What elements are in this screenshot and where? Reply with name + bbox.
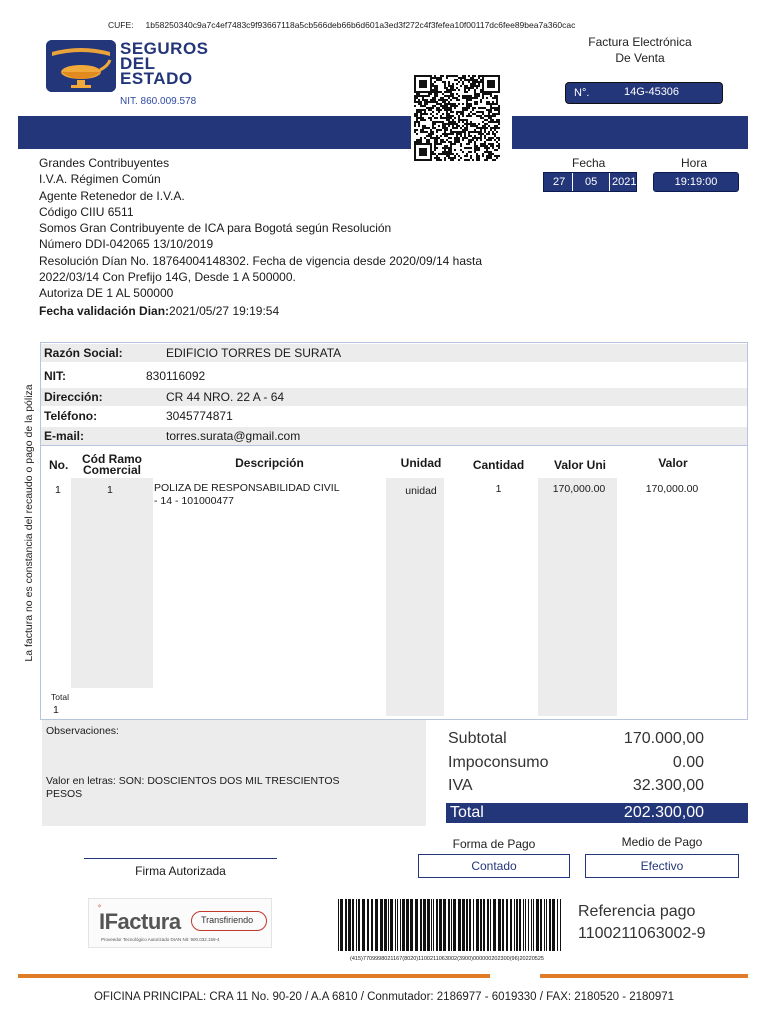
total-label: Total <box>450 804 484 821</box>
time-label: Hora <box>681 156 708 170</box>
company-nit: NIT. 860.009.578 <box>120 96 197 107</box>
client-row-direccion: Dirección: CR 44 NRO. 22 A - 64 <box>41 388 747 406</box>
issuer-info: Grandes Contribuyentes I.V.A. Régimen Común Agente Retenedor de I.V.A. Código CIIU 6511 Somos Gran Contribuyente de ICA para Bogotá según Resolución Número DDI-042065 13/10/2019 Resolución Dían No. 18764004148302. Fecha de vigencia desde 2020/09/14 hasta 2022/03/14 Con Prefijo 14G, Desde 1 A 500000. Autoriza DE 1 AL 500000 Fecha validación Dian:2021/05/27 19:19:54 <box>39 156 482 318</box>
validation-date: Fecha validación Dian:2021/05/27 19:19:54 <box>39 303 280 318</box>
total-value: 202.300,00 <box>623 804 704 821</box>
item-unidad: unidad <box>405 485 437 497</box>
cufe-value: 1b58250340c9a7c4ef7483c9f93667118a5cb566deb66b6d601a3ed3f272c4f3fefea10f00117dc6fee89bea7a360cac <box>145 20 576 30</box>
time-box <box>653 172 739 192</box>
date-year: 2021 <box>612 176 637 188</box>
client-table <box>40 342 748 446</box>
provider-partner: Transfiriendo <box>201 915 254 925</box>
header-cantidad: Cantidad <box>472 458 525 472</box>
invoice-number-box <box>565 82 723 104</box>
company-name: SEGUROS DEL ESTADO <box>120 39 209 88</box>
date-day: 27 <box>553 176 566 188</box>
iva-label: IVA <box>448 777 473 794</box>
date-box <box>543 172 637 192</box>
items-table <box>40 446 748 720</box>
provider-brand: IFactura <box>99 909 181 934</box>
medio-pago-label: Medio de Pago <box>621 835 703 849</box>
header-valor-uni: Valor Uni <box>553 458 606 472</box>
reference-label: Referencia pago <box>578 903 696 920</box>
barcode-icon <box>338 899 564 951</box>
subtotal-label: Subtotal <box>448 730 507 747</box>
header-no: No. <box>49 458 69 472</box>
items-total-value: 1 <box>53 704 59 716</box>
header-unidad: Unidad <box>400 456 442 470</box>
cufe-label: CUFE: <box>108 20 134 30</box>
company-logo-icon <box>46 40 116 92</box>
forma-pago-label: Forma de Pago <box>452 837 536 851</box>
header-descripcion: Descripción <box>235 456 304 470</box>
time-value: 19:19:00 <box>674 176 718 188</box>
impoconsumo-value: 0.00 <box>672 754 704 771</box>
impoconsumo-label: Impoconsumo <box>448 754 549 771</box>
header-ramo: Cód Ramo Comercial <box>82 452 142 477</box>
date-label: Fecha <box>572 156 606 170</box>
item-ramo: 1 <box>107 484 113 496</box>
medio-pago-value: Efectivo <box>585 854 739 878</box>
footer-rule-left <box>18 974 490 978</box>
reference-value: 1100211063002-9 <box>578 925 706 942</box>
client-row-email: E-mail: torres.surata@gmail.com <box>41 427 747 445</box>
invoice-number: 14G-45306 <box>624 86 680 98</box>
items-total-label: Total <box>51 692 69 702</box>
client-row-nit: NIT: 830116092 <box>44 369 206 383</box>
observations-label: Observaciones: <box>46 725 119 737</box>
subtotal-value: 170.000,00 <box>623 730 704 747</box>
side-note: La factura no es constancia del recaudo o pago de la póliza <box>23 384 35 662</box>
item-valor: 170,000.00 <box>645 483 699 495</box>
client-row-telefono: Teléfono: 3045774871 <box>44 409 233 423</box>
payment-reference <box>578 901 706 945</box>
observations <box>42 720 426 826</box>
provider-caption: Proveedor Tecnológico Autorizado DIAN Nit: 900.032.159-4 <box>101 937 220 942</box>
qr-code-icon <box>414 75 500 161</box>
header-valor: Valor <box>658 456 688 470</box>
client-row-razon: Razón Social: EDIFICIO TORRES DE SURATA <box>41 344 747 362</box>
barcode-text: (415)7709998021167(8020)1100211063002(3900)000000202300(96)20220525 <box>350 956 544 962</box>
item-valor-uni: 170,000.00 <box>552 483 606 495</box>
item-descripcion: POLIZA DE RESPONSABILIDAD CIVIL - 14 - 101000477 <box>154 482 340 507</box>
date-month: 05 <box>585 176 598 188</box>
signature-line <box>84 858 277 859</box>
provider-logo: ✧ IFactura Transfiriendo Proveedor Tecnológico Autorizado DIAN Nit: 900.032.159-4 <box>88 898 272 948</box>
forma-pago-value: Contado <box>418 854 570 878</box>
total-bar <box>446 803 748 823</box>
footer-rule-right <box>540 974 748 978</box>
footer-address: OFICINA PRINCIPAL: CRA 11 No. 90-20 / A.A 6810 / Conmutador: 2186977 - 6019330 / FAX: 2180520 - 2180971 <box>93 991 675 1003</box>
iva-value: 32.300,00 <box>632 777 704 794</box>
signature-label: Firma Autorizada <box>135 864 226 878</box>
invoice-title: Factura Electrónica De Venta <box>588 35 692 65</box>
invoice-number-label: N°. <box>574 87 590 99</box>
header-bar-left <box>18 116 411 149</box>
cufe <box>108 20 575 30</box>
observations-value: Valor en letras: SON: DOSCIENTOS DOS MIL TRESCIENTOS PESOS <box>46 775 340 800</box>
item-no: 1 <box>55 484 61 496</box>
item-cantidad: 1 <box>495 483 502 495</box>
header-bar-right <box>512 116 748 149</box>
